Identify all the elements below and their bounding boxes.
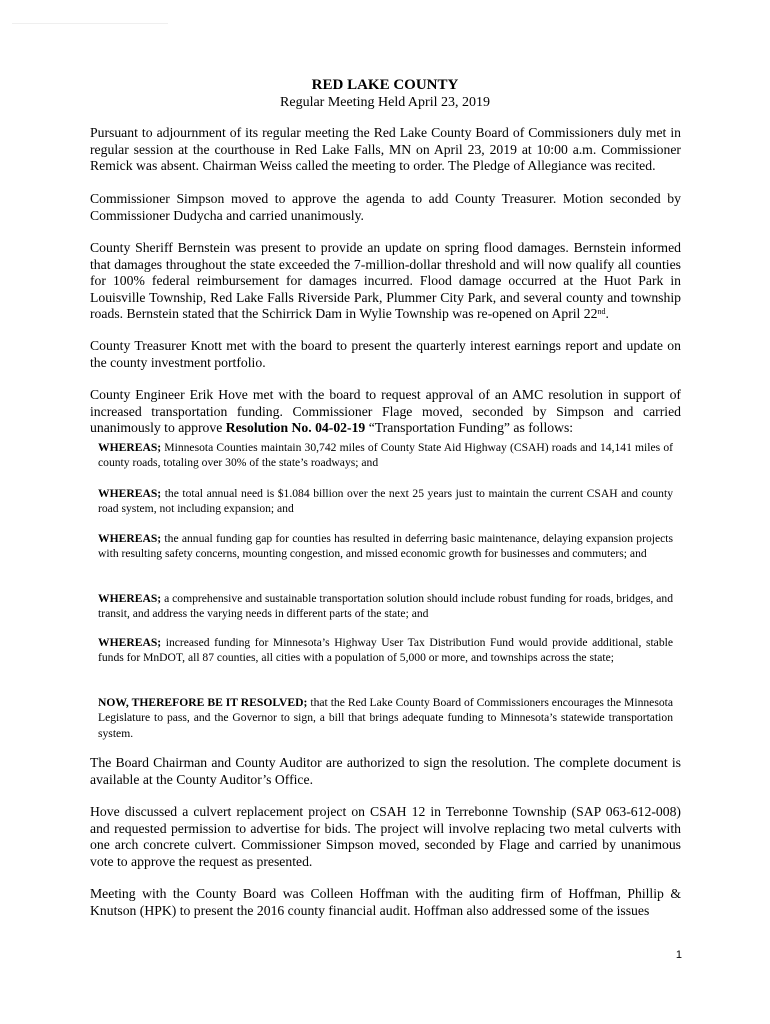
resolution-clause [98, 591, 673, 622]
paragraph-sheriff-tail: . [605, 306, 609, 322]
clause-text: the total annual need is $1.084 billion over the next 25 years just to maintain the current CSAH and county road system, not including expansion; and [98, 487, 673, 516]
page-number: 1 [675, 949, 682, 961]
paragraph-call-to-order: Pursuant to adjournment of its regular meeting the Red Lake County Board of Commissioners duly met in regular session at the courthouse in Red Lake Falls, MN on April 23, 2019 at 10:00 a.m. Commissioner Remick was absent. Chairman Weiss called the meeting to order. The Pledge of Allegiance was recited. [90, 125, 681, 174]
paragraph-agenda-approval: Commissioner Simpson moved to approve the agenda to add County Treasurer. Motion seconded by Commissioner Dudycha and carried unanimously. [90, 191, 681, 223]
paragraph-engineer-tail: “Transportation Funding” as follows: [365, 420, 574, 436]
scan-artifact-line [12, 23, 168, 24]
paragraph-engineer-request [90, 387, 681, 437]
document-title: RED LAKE COUNTY [311, 77, 459, 93]
ordinal-suffix: nd [597, 307, 606, 317]
clause-text: Minnesota Counties maintain 30,742 miles of County State Aid Highway (CSAH) roads and 14,141 miles of county roads, totaling over 30% of the state’s roadways; and [98, 441, 673, 470]
resolution-clause [98, 486, 673, 517]
resolution-clause [98, 635, 673, 666]
resolution-number: Resolution No. 04-02-19 [225, 420, 366, 436]
clause-label: WHEREAS; [98, 441, 162, 454]
paragraph-financial-audit: Meeting with the County Board was Colleen Hoffman with the auditing firm of Hoffman, Phillip & Knutson (HPK) to present the 2016 county financial audit. Hoffman also addressed some of the issues [90, 886, 681, 918]
clause-text: that the Red Lake County Board of Commissioners encourages the Minnesota Legislature to pass, and the Governor to sign, a bill that brings adequate funding to Minnesota’s statewide transportation system. [98, 696, 673, 740]
clause-label: WHEREAS; [98, 636, 162, 649]
clause-text: the annual funding gap for counties has resulted in deferring basic maintenance, delaying expansion projects with resulting safety concerns, mounting congestion, and missed economic growth for businesses and commuters; and [98, 532, 673, 561]
paragraph-signing-authority: The Board Chairman and County Auditor are authorized to sign the resolution. The complete document is available at the County Auditor’s Office. [90, 755, 681, 787]
meeting-subtitle: Regular Meeting Held April 23, 2019 [280, 95, 490, 110]
clause-label: WHEREAS; [98, 487, 162, 500]
paragraph-culvert-project: Hove discussed a culvert replacement project on CSAH 12 in Terrebonne Township (SAP 063-612-008) and requested permission to advertise for bids. The project will involve replacing two metal culverts with one arch concrete culvert. Commissioner Simpson moved, seconded by Flage and carried by unanimous vote to approve the request as presented. [90, 804, 681, 869]
resolution-clause [98, 440, 673, 471]
clause-label: WHEREAS; [98, 532, 162, 545]
paragraph-sheriff-text: County Sheriff Bernstein was present to provide an update on spring flood damages. Bernstein informed that damages throughout the state exceeded the 7-million-dollar threshold and will now qualify all counties for 100% federal reimbursement for damages incurred. Flood damage occurred at the Huot Park in Louisville Township, Red Lake Falls Riverside Park, Plummer City Park, and several county and township roads. Bernstein stated that the Schirrick Dam in Wylie Township was re-opened on April 22 [90, 240, 681, 322]
paragraph-sheriff-flood-update [90, 240, 681, 323]
paragraph-engineer-text: County Engineer Erik Hove met with the board to request approval of an AMC resolution in support of increased transportation funding. Commissioner Flage moved, seconded by Simpson and carried unanimously to approve [90, 387, 681, 436]
paragraph-treasurer-report: County Treasurer Knott met with the board to present the quarterly interest earnings report and update on the county investment portfolio. [90, 338, 681, 370]
clause-text: increased funding for Minnesota’s Highway User Tax Distribution Fund would provide additional, stable funds for MnDOT, all 87 counties, all cities with a population of 5,000 or more, and townships across the state; [98, 636, 673, 665]
clause-label: WHEREAS; [98, 592, 162, 605]
resolution-clause [98, 695, 673, 741]
resolution-clause [98, 531, 673, 562]
clause-text: a comprehensive and sustainable transportation solution should include robust funding for roads, bridges, and transit, and address the varying needs in different parts of the state; and [98, 592, 673, 621]
clause-label: NOW, THEREFORE BE IT RESOLVED; [98, 696, 308, 709]
